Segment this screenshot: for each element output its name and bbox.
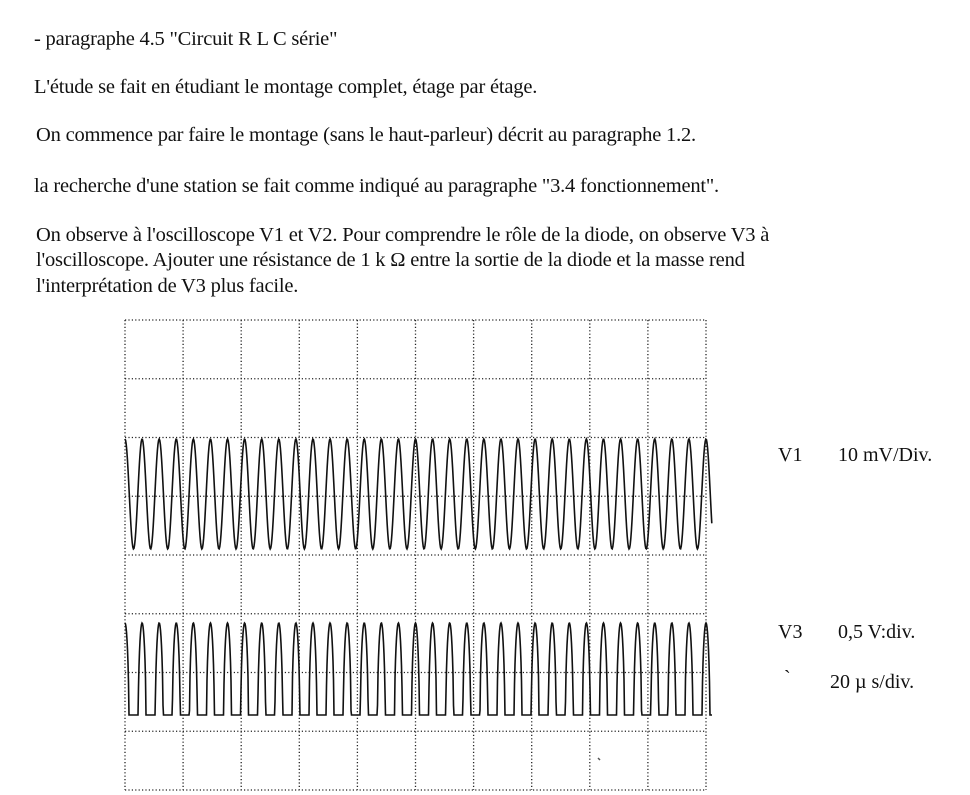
paragraph-observe-line-1: On observe à l'oscilloscope V1 et V2. Pour comprendre le rôle de la diode, on observe V3 à bbox=[36, 224, 770, 246]
v1-trace bbox=[125, 439, 712, 549]
paragraph-station: la recherche d'une station se fait comme indiqué au paragraphe "3.4 fonctionnement". bbox=[34, 175, 719, 197]
v1-channel-name: V1 bbox=[778, 444, 803, 466]
paragraph-setup: On commence par faire le montage (sans le haut-parleur) décrit au paragraphe 1.2. bbox=[36, 124, 696, 146]
v3-channel-name: V3 bbox=[778, 621, 803, 643]
paragraph-observe-line-3: l'interprétation de V3 plus facile. bbox=[36, 275, 299, 297]
center-tick bbox=[598, 758, 600, 760]
stray-tick-mark: ` bbox=[784, 667, 791, 689]
timebase-label: 20 µ s/div. bbox=[830, 671, 915, 693]
v3-channel-scale: 0,5 V:div. bbox=[838, 621, 916, 643]
paragraph-study: L'étude se fait en étudiant le montage complet, étage par étage. bbox=[34, 76, 538, 98]
paragraph-observe-line-2: l'oscilloscope. Ajouter une résistance de 1 k Ω entre la sortie de la diode et la masse rend bbox=[36, 249, 745, 271]
section-heading: - paragraphe 4.5 "Circuit R L C série" bbox=[34, 28, 338, 50]
v3-trace bbox=[125, 623, 712, 715]
oscilloscope-grid bbox=[125, 320, 706, 790]
v1-channel-scale: 10 mV/Div. bbox=[838, 444, 933, 466]
